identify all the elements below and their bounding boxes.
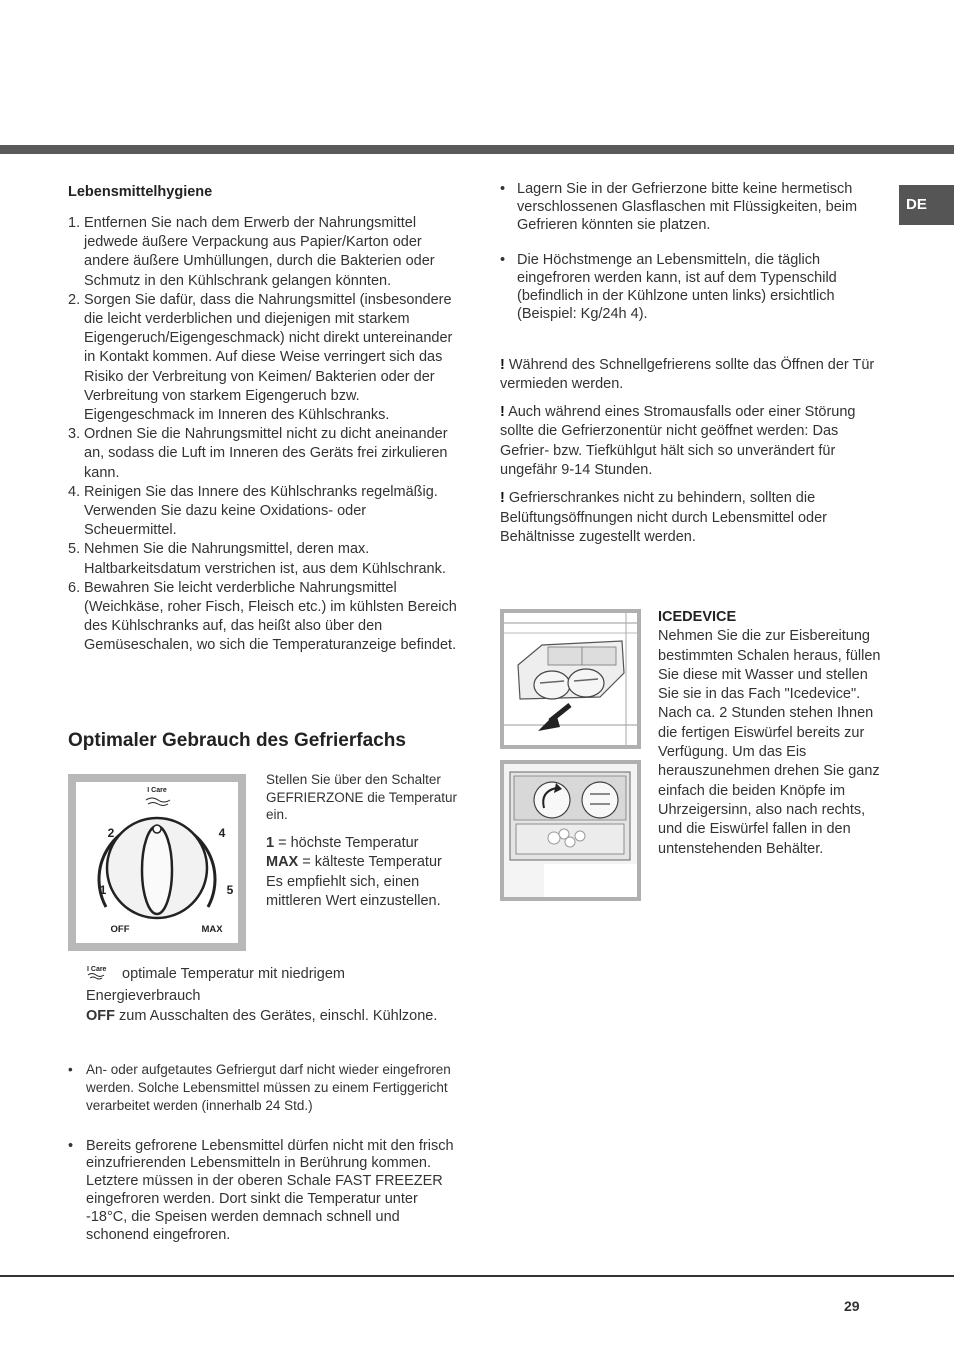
- off-line: OFF zum Ausschalten des Gerätes, einschl. Kühlzone.: [86, 1007, 438, 1024]
- list-item: 2. Sorgen Sie dafür, dass die Nahrungsmittel (insbesondere die leicht verderblichen und diejenigen mit starkem Eigengeruch/Eigengeschmack) nicht direkt untereinander in Kontakt kommen. Auf diese Weise verringert sich das Risiko der Verbreitung von Keimen/ Bakterien oder der Verbreitung von starkem Eigengeruch bzw. Eigengeschmack im Inneren des Kühlschranks.: [68, 291, 453, 424]
- knob-icare-label: I Care: [147, 787, 167, 794]
- knob-label-max: MAX: [201, 924, 223, 935]
- knob-line-1: 1 = höchste Temperatur: [266, 834, 419, 851]
- knob-line-max: MAX = kälteste Temperatur: [266, 854, 442, 870]
- top-rule: [0, 145, 954, 154]
- hygiene-list: [68, 214, 458, 656]
- knob-label-4: 4: [218, 826, 226, 840]
- hygiene-section: [68, 184, 458, 656]
- freezer-heading: Optimaler Gebrauch des Gefrierfachs: [68, 730, 406, 751]
- knob-description: [266, 771, 466, 912]
- list-item: • An- oder aufgetautes Gefriergut darf nicht wieder eingefroren werden. Solche Lebensmittel müssen zu einem Fertiggericht verarbeitet werden (innerhalb 24 Std.): [68, 1062, 451, 1114]
- icedevice-section: [658, 608, 883, 859]
- ice-twist-knobs-icon: [504, 764, 637, 897]
- list-item: 5. Nehmen Sie die Nahrungsmittel, deren max. Haltbarkeitsdatum verstrichen ist, aus dem Kühlschrank.: [68, 541, 446, 577]
- ice-tray-drawer-icon: [504, 613, 637, 745]
- warning-fast-freeze: ! Während des Schnellgefrierens sollte das Öffnen der Tür vermieden werden.: [500, 356, 875, 392]
- knob-label-off: OFF: [110, 924, 130, 935]
- warning-icon: !: [500, 404, 505, 421]
- warning-icon: !: [500, 356, 505, 373]
- list-item: 3. Ordnen Sie die Nahrungsmittel nicht zu dicht aneinander an, sodass die Luft im Inneren des Geräts frei zirkulieren kann.: [68, 426, 448, 481]
- warning-power-outage: ! Auch während eines Stromausfalls oder einer Störung sollte die Gefrierzonentür nicht geöffnet werden: Das Gefrier- bzw. Tiefkühlgut hält sich so unverändert für ungefähr 9-14 Stunden.: [500, 404, 856, 479]
- thermostat-knob-icon: [76, 782, 238, 943]
- list-item: 4. Reinigen Sie das Innere des Kühlschranks regelmäßig. Verwenden Sie dazu keine Oxidations- oder Scheuermittel.: [68, 483, 438, 539]
- knob-intro: Stellen Sie über den Schalter GEFRIERZONE die Temperatur ein.: [266, 772, 458, 822]
- list-item: • Bereits gefrorene Lebensmittel dürfen nicht mit den frisch einzufrierenden Lebensmitteln in Berührung kommen. Letztere müssen in der oberen Schale FAST FREEZER eingefroren werden. Dort sinkt die Temperatur unter -18°C, die Speisen werden demnach schnell und schonend eingefroren.: [68, 1137, 454, 1243]
- bottom-rule: [0, 1275, 954, 1277]
- knob-line-recommend: Es empfiehlt sich, einen mittleren Wert einzustellen.: [266, 873, 441, 909]
- knob-label-1: 1: [99, 883, 107, 897]
- icare-line: I Care optimale Temperatur mit niedrigem Energieverbrauch: [86, 966, 345, 1004]
- page-number: 29: [844, 1298, 860, 1314]
- ice-knobs-image: [500, 760, 641, 901]
- list-item: 6. Bewahren Sie leicht verderbliche Nahrungsmittel (Weichkäse, roher Fisch, Fleisch etc.) im kühlsten Bereich des Kühlschranks auf, das heißt also über den Gemüseschalen, wo sich die Temperaturanzeige befindet.: [68, 579, 457, 654]
- language-tab: DE: [899, 185, 954, 225]
- list-item: 1. Entfernen Sie nach dem Erwerb der Nahrungsmittel jedwede äußere Verpackung aus Papier/Karton oder andere äußere Umhüllungen, durch die Bakterien oder Schmutz in den Kühlschrank gelangen könnten.: [68, 215, 435, 289]
- right-column: [500, 181, 885, 556]
- knob-illustration: [68, 774, 246, 951]
- ice-tray-image: [500, 609, 641, 749]
- icedevice-heading: ICEDEVICE: [658, 609, 737, 625]
- knob-label-5: 5: [226, 883, 234, 897]
- hygiene-heading: Lebensmittelhygiene: [68, 184, 213, 200]
- icedevice-text: Nehmen Sie die zur Eisbereitung bestimmten Schalen heraus, füllen Sie diese mit Wasser und stellen Sie sie in das Fach "Icedevice". Nach ca. 2 Stunden stehen Ihnen die fertigen Eiswürfel bereits zur Verfügung. Um das Eis herauszunehmen drehen Sie ganz einfach die beiden Knöpfe im Uhrzeigersinn, also nach rechts, und die Eiswürfel fallen in den untenstehenden Behälter.: [658, 628, 881, 857]
- svg-text:I Care: I Care: [87, 966, 107, 973]
- knob-label-2: 2: [107, 826, 115, 840]
- warning-icon: !: [500, 490, 505, 507]
- list-item: • Lagern Sie in der Gefrierzone bitte keine hermetisch verschlossenen Glasflaschen mit Flüssigkeiten, beim Gefrieren könnten sie platzen.: [500, 181, 858, 233]
- warning-ventilation: ! Gefrierschrankes nicht zu behindern, sollten die Belüftungsöffnungen nicht durch Lebensmittel oder Behältnisse zugestellt werden.: [500, 490, 828, 545]
- icare-icon: [86, 964, 112, 987]
- list-item: • Die Höchstmenge an Lebensmitteln, die täglich eingefroren werden kann, ist auf dem Typenschild (befindlich in der Kühlzone unten links) ersichtlich (Beispiel: Kg/24h 4).: [500, 252, 837, 322]
- icare-off-block: [86, 964, 456, 1026]
- freezer-bullets: [68, 1061, 458, 1266]
